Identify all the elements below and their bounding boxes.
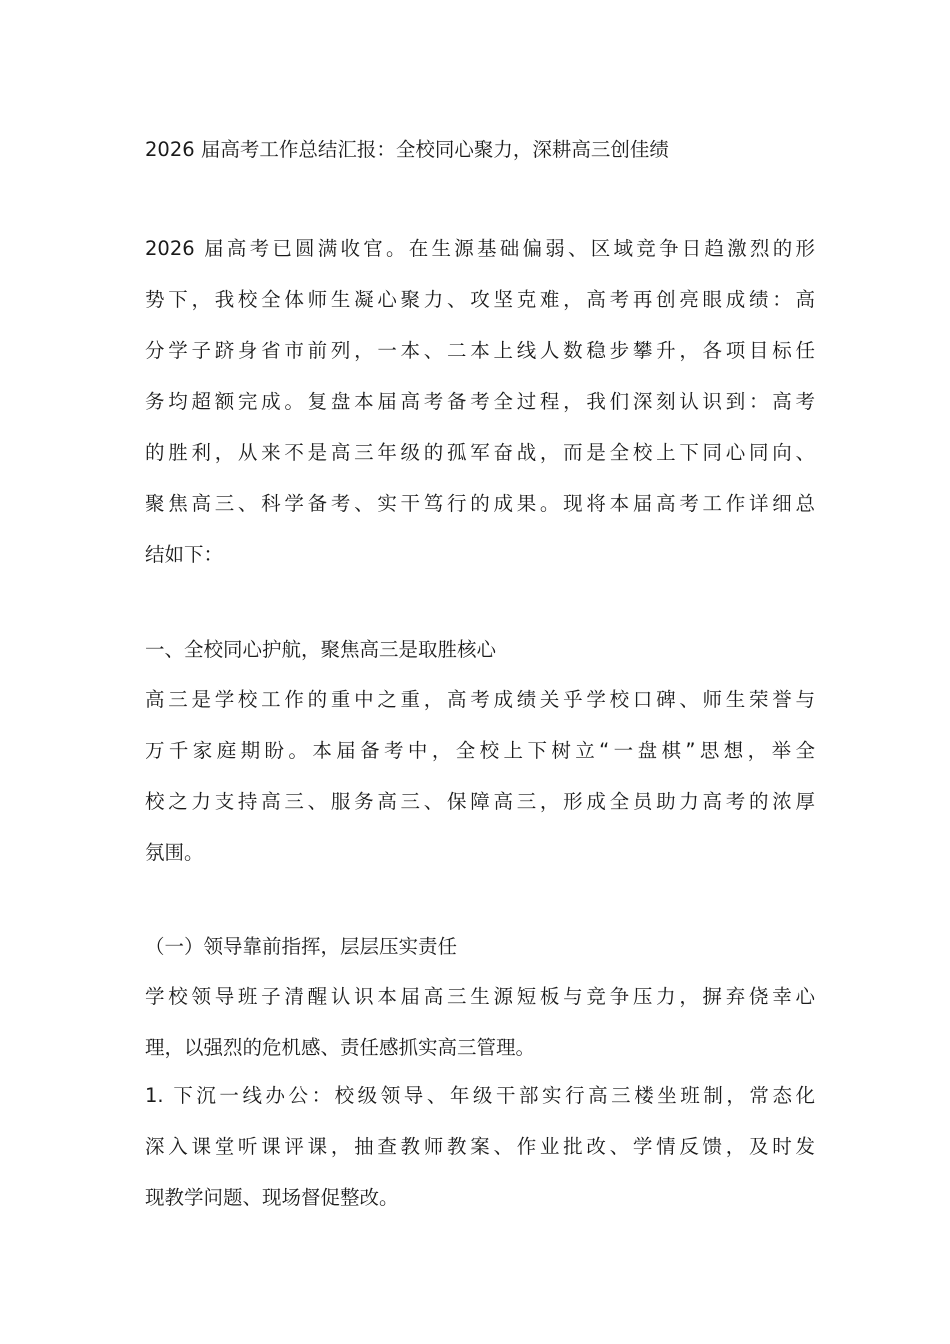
paragraph-line: 深入课堂听课评课，抽查教师教案、作业批改、学情反馈，及时发 [145, 1135, 815, 1158]
paragraph-line: 现教学问题、现场督促整改。 [145, 1186, 399, 1209]
paragraph-line: 2026 届高考已圆满收官。在生源基础偏弱、区域竞争日趋激烈的形 [145, 237, 815, 260]
paragraph-line: 高三是学校工作的重中之重，高考成绩关乎学校口碑、师生荣誉与 [145, 688, 815, 711]
paragraph-line: 理，以强烈的危机感、责任感抓实高三管理。 [145, 1036, 536, 1059]
paragraph-line: 校之力支持高三、服务高三、保障高三，形成全员助力高考的浓厚 [145, 790, 815, 813]
paragraph-line: 分学子跻身省市前列，一本、二本上线人数稳步攀升，各项目标任 [145, 339, 815, 362]
paragraph-line: 学校领导班子清醒认识本届高三生源短板与竞争压力，摒弃侥幸心 [145, 985, 815, 1008]
paragraph-line: 氛围。 [145, 841, 204, 864]
paragraph-line: 的胜利，从来不是高三年级的孤军奋战，而是全校上下同心同向、 [145, 441, 815, 464]
paragraph-line: 1. 下沉一线办公：校级领导、年级干部实行高三楼坐班制，常态化 [145, 1084, 815, 1107]
section-heading: 一、全校同心护航，聚焦高三是取胜核心 [145, 638, 497, 661]
paragraph-line: 聚焦高三、科学备考、实干笃行的成果。现将本届高考工作详细总 [145, 492, 815, 515]
paragraph-line: 势下，我校全体师生凝心聚力、攻坚克难，高考再创亮眼成绩：高 [145, 288, 815, 311]
paragraph-line: 务均超额完成。复盘本届高考备考全过程，我们深刻认识到：高考 [145, 390, 815, 413]
paragraph-line: 万千家庭期盼。本届备考中，全校上下树立“一盘棋”思想，举全 [145, 739, 815, 762]
paragraph-line: 结如下： [145, 543, 224, 566]
subsection-heading: （一）领导靠前指挥，层层压实责任 [145, 935, 458, 958]
document-title: 2026 届高考工作总结汇报：全校同心聚力，深耕高三创佳绩 [145, 138, 669, 161]
